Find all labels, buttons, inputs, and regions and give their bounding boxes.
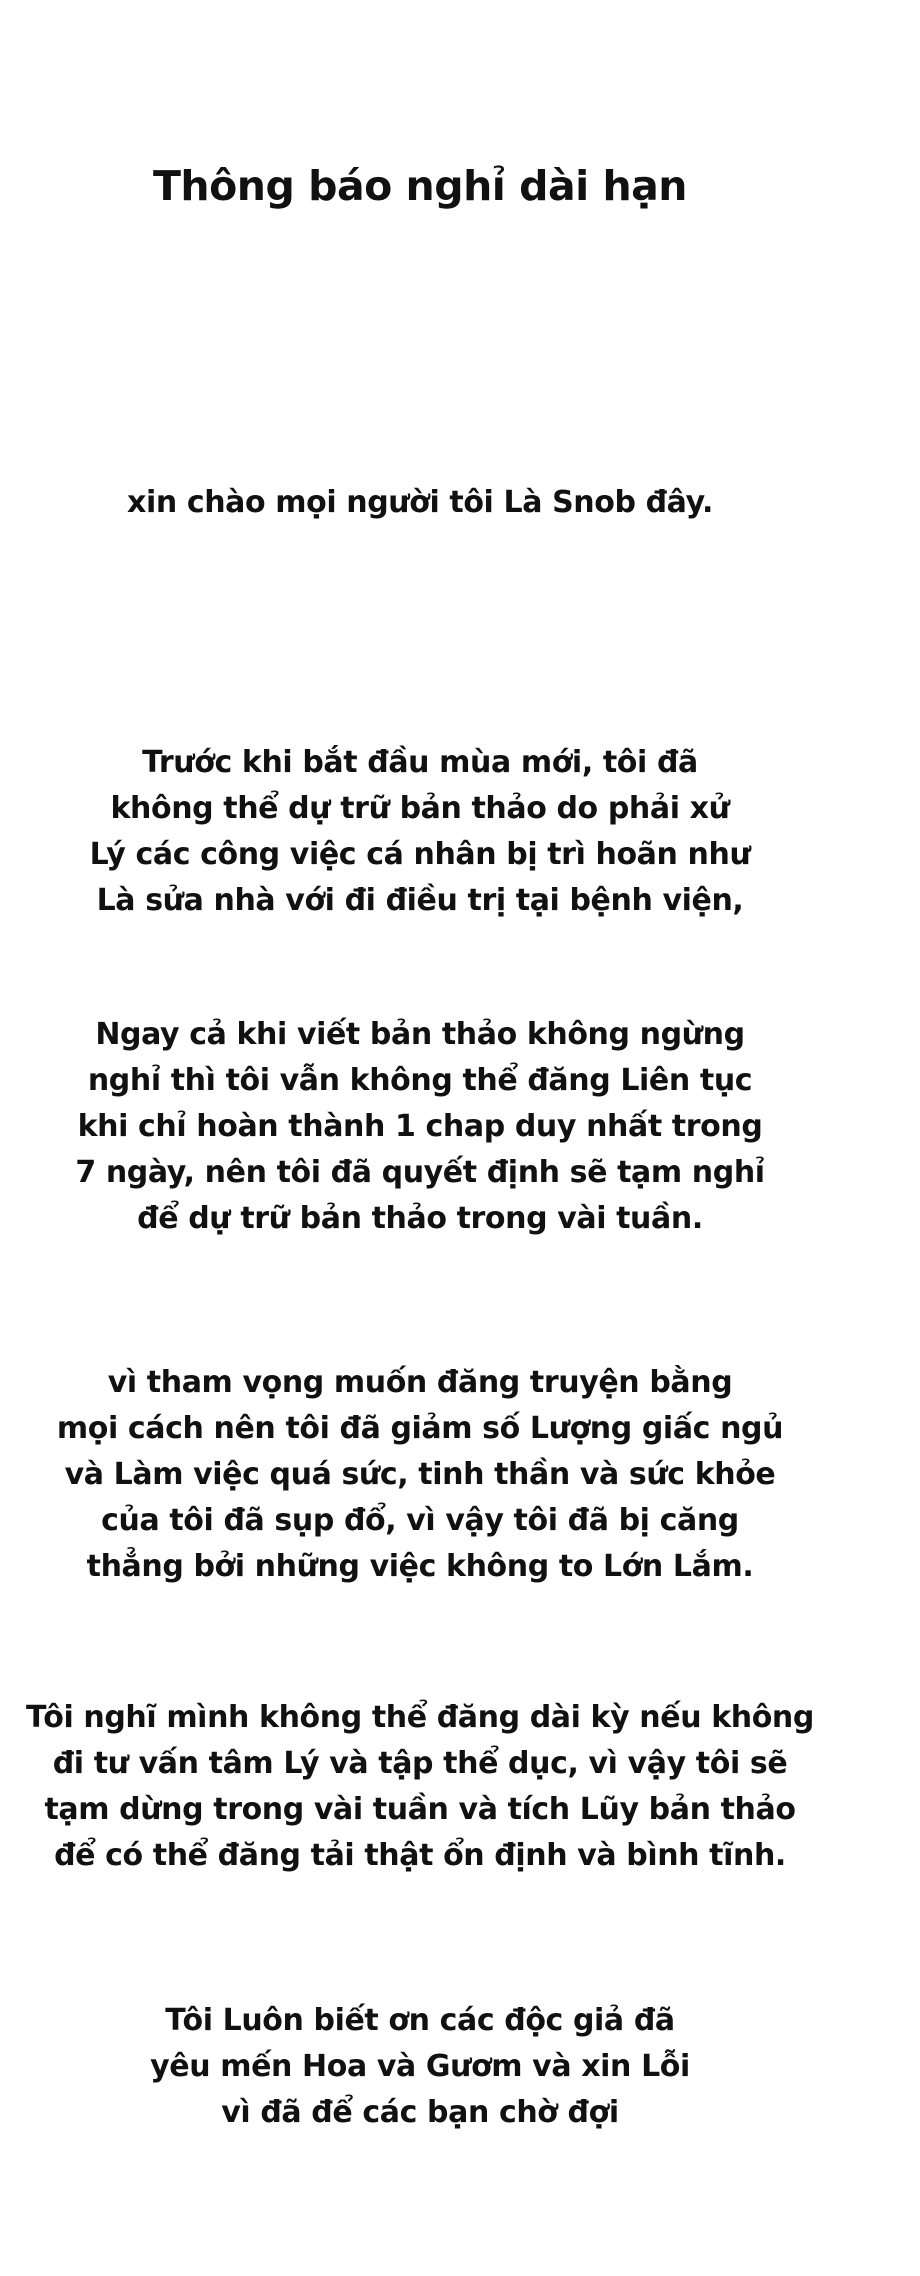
text-line: 7 ngày, nên tôi đã quyết định sẽ tạm nghỉ <box>75 1155 765 1190</box>
text-line: nghỉ thì tôi vẫn không thể đăng Liên tục <box>87 1063 753 1098</box>
text-line: không thể dự trữ bản thảo do phải xử <box>110 791 730 826</box>
text-line: mọi cách nên tôi đã giảm số Lượng giấc ngủ <box>56 1411 784 1446</box>
text-line: để dự trữ bản thảo trong vài tuần. <box>137 1201 703 1236</box>
text-line: Là sửa nhà với đi điều trị tại bệnh viện, <box>96 883 744 918</box>
paragraph-greeting <box>0 480 840 526</box>
text-line: Tôi nghĩ mình không thể đăng dài kỳ nếu không <box>26 1700 814 1735</box>
paragraph-recovery-plan <box>0 1695 840 1879</box>
text-line: và Làm việc quá sức, tinh thần và sức khỏe <box>64 1457 776 1492</box>
text-line: của tôi đã sụp đổ, vì vậy tôi đã bị căng <box>101 1503 739 1538</box>
text-line: đi tư vấn tâm Lý và tập thể dục, vì vậy tôi sẽ <box>52 1746 788 1781</box>
text-line: xin chào mọi người tôi Là Snob đây. <box>127 485 713 520</box>
text-line: Trước khi bắt đầu mùa mới, tôi đã <box>142 745 698 780</box>
paragraph-decision-to-pause <box>0 1012 840 1242</box>
text-line: yêu mến Hoa và Gươm và xin Lỗi <box>150 2049 690 2084</box>
text-line: vì tham vọng muốn đăng truyện bằng <box>107 1365 733 1400</box>
paragraph-health-collapse <box>0 1360 840 1590</box>
page-title: Thông báo nghỉ dài hạn <box>152 162 688 210</box>
text-line: Tôi Luôn biết ơn các độc giả đã <box>165 2003 675 2038</box>
text-line: khi chỉ hoàn thành 1 chap duy nhất trong <box>77 1109 763 1144</box>
text-line: Lý các công việc cá nhân bị trì hoãn như <box>89 837 751 872</box>
text-line: tạm dừng trong vài tuần và tích Lũy bản thảo <box>44 1792 796 1827</box>
paragraph-thanks-apology <box>0 1998 840 2136</box>
text-line: Ngay cả khi viết bản thảo không ngừng <box>95 1017 745 1052</box>
paragraph-reason-no-buffer <box>0 740 840 924</box>
text-line: thẳng bởi những việc không to Lớn Lắm. <box>86 1549 754 1584</box>
text-line: vì đã để các bạn chờ đợi <box>221 2095 619 2130</box>
text-line: để có thể đăng tải thật ổn định và bình tĩnh. <box>54 1838 786 1873</box>
